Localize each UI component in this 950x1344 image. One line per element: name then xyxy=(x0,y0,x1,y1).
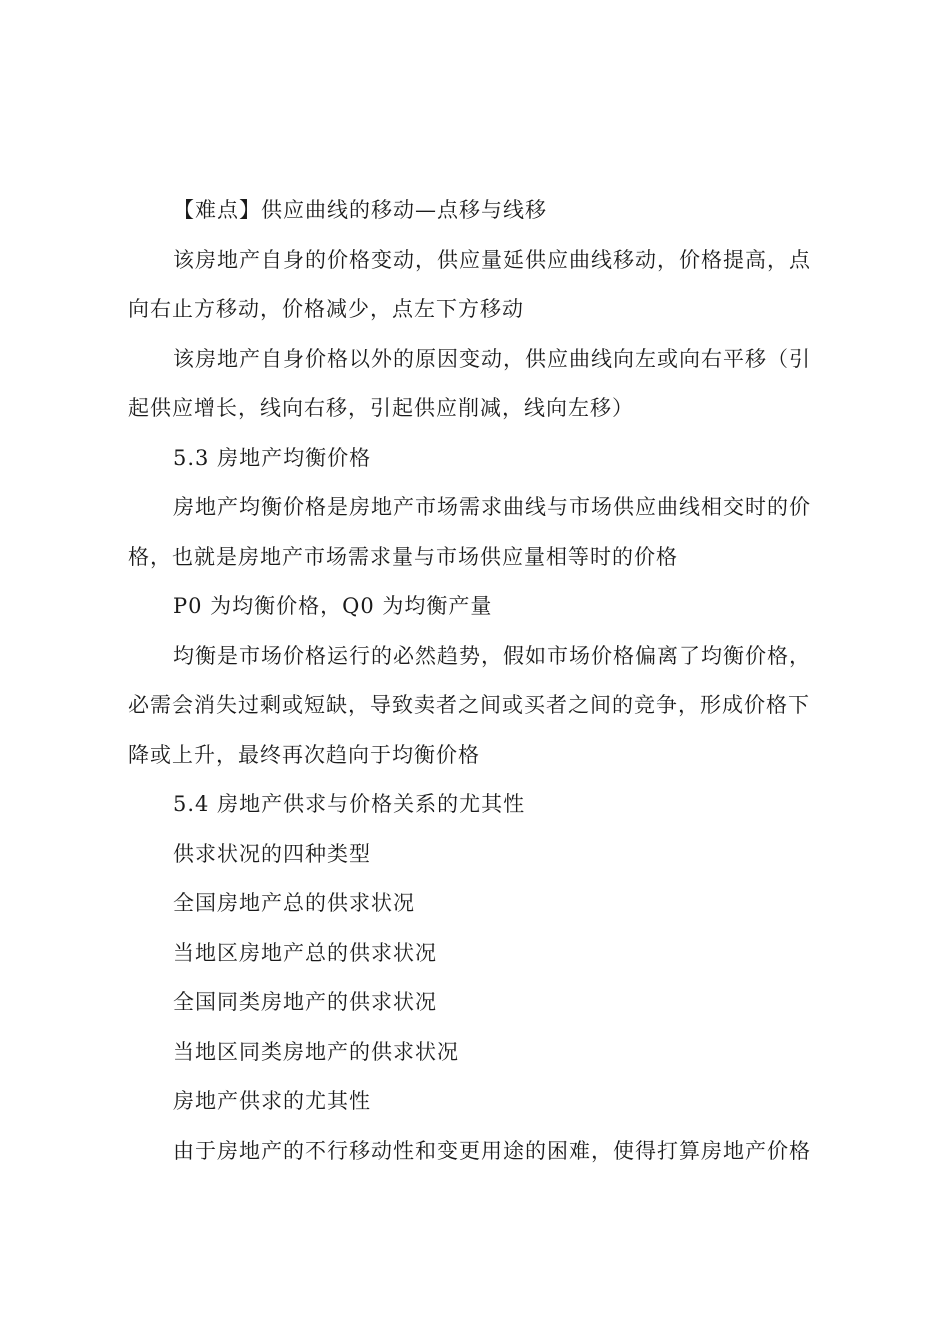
paragraph-difficulty-heading xyxy=(128,186,832,236)
text-line: 5.3 房地产均衡价格 xyxy=(173,445,372,470)
text-line: 向右止方移动，价格减少，点左下方移动 xyxy=(128,297,524,321)
paragraph-equilibrium-definition xyxy=(128,483,832,582)
text-line: 5.4 房地产供求与价格关系的尤其性 xyxy=(173,792,526,816)
text-line: 供求状况的四种类型 xyxy=(173,841,371,866)
paragraph-own-price-change xyxy=(128,236,832,335)
text-line: P0 为均衡价格，Q0 为均衡产量 xyxy=(173,594,493,618)
text-line: 降或上升，最终再次趋向于均衡价格 xyxy=(128,742,480,767)
text-line: 该房地产自身价格以外的原因变动，供应曲线向左或向右平移（引 xyxy=(173,346,811,371)
text-line: 格，也就是房地产市场需求量与市场供应量相等时的价格 xyxy=(128,544,678,569)
paragraph-four-types xyxy=(128,830,832,880)
list-item-local-total xyxy=(128,929,832,979)
paragraph-p0-q0 xyxy=(128,582,832,632)
list-item-national-same-type xyxy=(128,978,832,1028)
text-line: 当地区房地产总的供求状况 xyxy=(173,940,437,965)
paragraph-other-factors xyxy=(128,335,832,434)
text-line: 由于房地产的不行移动性和变更用途的困难，使得打算房地产价格 xyxy=(173,1138,811,1163)
text-line: 全国房地产总的供求状况 xyxy=(173,891,415,915)
text-line: 必需会消失过剩或短缺，导致卖者之间或买者之间的竞争，形成价格下 xyxy=(128,693,810,717)
text-line: 房地产均衡价格是房地产市场需求曲线与市场供应曲线相交时的价 xyxy=(173,495,811,519)
list-item-national-total xyxy=(128,879,832,929)
section-heading-5-3 xyxy=(128,434,832,484)
text-line: 均衡是市场价格运行的必然趋势，假如市场价格偏离了均衡价格， xyxy=(173,643,811,668)
paragraph-supply-demand-specialty xyxy=(128,1077,832,1127)
text-line: 该房地产自身的价格变动，供应量延供应曲线移动，价格提高，点 xyxy=(173,247,811,272)
text-line: 当地区同类房地产的供求状况 xyxy=(173,1039,459,1064)
paragraph-immobility xyxy=(128,1127,832,1177)
section-heading-5-4 xyxy=(128,780,832,830)
list-item-local-same-type xyxy=(128,1028,832,1078)
text-line: 起供应增长，线向右移，引起供应削减，线向左移） xyxy=(128,396,634,420)
document-body xyxy=(128,186,832,1176)
text-line: 全国同类房地产的供求状况 xyxy=(173,990,437,1014)
text-line: 【难点】供应曲线的移动—点移与线移 xyxy=(173,198,547,222)
paragraph-equilibrium-trend xyxy=(128,632,832,781)
text-line: 房地产供求的尤其性 xyxy=(173,1089,371,1113)
